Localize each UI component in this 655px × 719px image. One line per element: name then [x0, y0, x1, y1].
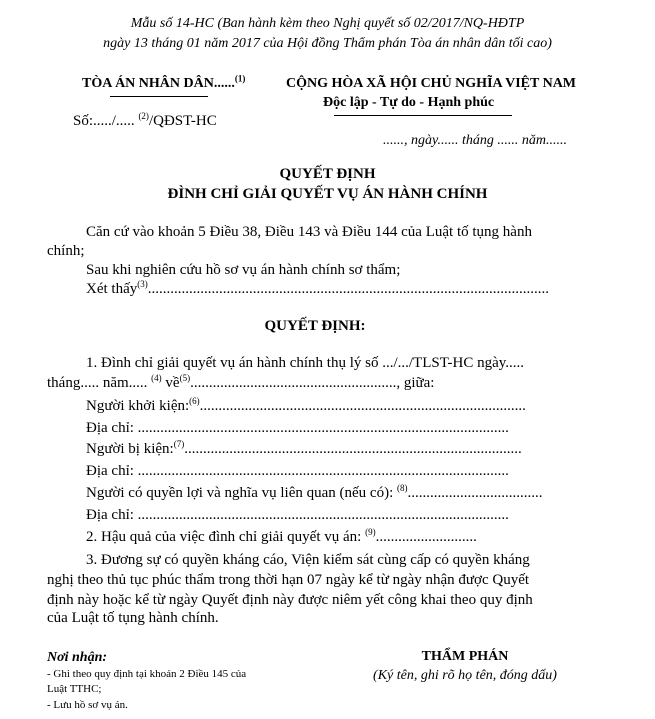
court-name: TÒA ÁN NHÂN DÂN......$^{(1)}$	[82, 73, 246, 91]
related-party-line: Người có quyền lợi và nghĩa vụ liên quan (nếu có): $^{(8)}$....................................	[86, 483, 543, 501]
signature-note: (Ký tên, ghi rõ họ tên, đóng dấu)	[373, 668, 557, 683]
form-note-line-1: Mẫu số 14-HC (Ban hành kèm theo Nghị quyết số 02/2017/NQ-HĐTP	[130, 16, 525, 31]
issue-date: ......, ngày...... tháng ...... năm......	[383, 133, 567, 148]
country-name: CỘNG HÒA XÃ HỘI CHỦ NGHĨA VIỆT NAM	[286, 76, 577, 91]
document-title: QUYẾT ĐỊNH	[279, 166, 376, 182]
signature-title: THẨM PHÁN	[421, 649, 509, 664]
recipients-heading: Nơi nhận:	[47, 650, 108, 665]
recipients-line-3: - Lưu hồ sơ vụ án.	[47, 699, 128, 711]
plaintiff-line: Người khởi kiện:$^{(6)}$.......................................................................................	[86, 396, 526, 414]
recipients-line-2: Luật TTHC;	[47, 683, 102, 695]
decision-heading: QUYẾT ĐỊNH:	[264, 318, 366, 334]
document-subtitle: ĐÌNH CHỈ GIẢI QUYẾT VỤ ÁN HÀNH CHÍNH	[167, 186, 488, 202]
item-3-line-4: của Luật tố tụng hành chính.	[47, 610, 219, 626]
item-3-line-1: 3. Đương sự có quyền kháng cáo, Viện kiểm sát cùng cấp có quyền kháng	[86, 552, 530, 568]
item-2-line: 2. Hậu quả của việc đình chỉ giải quyết vụ án: $^{(9)}$...........................	[86, 527, 477, 545]
defendant-line: Người bị kiện:$^{(7)}$..........................................................................................	[86, 439, 522, 457]
decision-number: Số:...../..... $^{(2)}$/QĐST-HC	[73, 111, 217, 129]
considering-line: Xét thấy$^{(3)}$...........................................................................................................	[86, 279, 549, 297]
court-underline	[110, 96, 208, 97]
item-3-line-2: nghị theo thủ tục phúc thẩm trong thời hạn 07 ngày kể từ ngày nhận được Quyết	[47, 572, 530, 588]
motto-underline	[334, 115, 512, 116]
national-motto: Độc lập - Tự do - Hạnh phúc	[323, 95, 495, 110]
form-note-line-2: ngày 13 tháng 01 năm 2017 của Hội đồng Thẩm phán Tòa án nhân dân tối cao)	[103, 36, 552, 51]
related-party-address-line: Địa chỉ: ...................................................................................................	[86, 507, 509, 523]
item-3-line-3: định này hoặc kể từ ngày Quyết định này được niêm yết công khai theo quy định	[47, 592, 533, 608]
case-review-line: Sau khi nghiên cứu hồ sơ vụ án hành chính sơ thẩm;	[86, 262, 401, 278]
plaintiff-address-line: Địa chỉ: ...................................................................................................	[86, 420, 509, 436]
item-1-line-2: tháng..... năm..... $^{(4)}$ về$^{(5)}$......................................................., giữa:	[47, 373, 435, 391]
legal-basis-line-1: Căn cứ vào khoản 5 Điều 38, Điều 143 và Điều 144 của Luật tố tụng hành	[86, 224, 532, 240]
item-1-line-1: 1. Đình chỉ giải quyết vụ án hành chính thụ lý số .../.../TLST-HC ngày.....	[86, 355, 525, 371]
recipients-line-1: - Ghi theo quy định tại khoản 2 Điều 145 của	[47, 668, 247, 680]
legal-basis-line-2: chính;	[47, 243, 85, 259]
defendant-address-line: Địa chỉ: ...................................................................................................	[86, 463, 509, 479]
